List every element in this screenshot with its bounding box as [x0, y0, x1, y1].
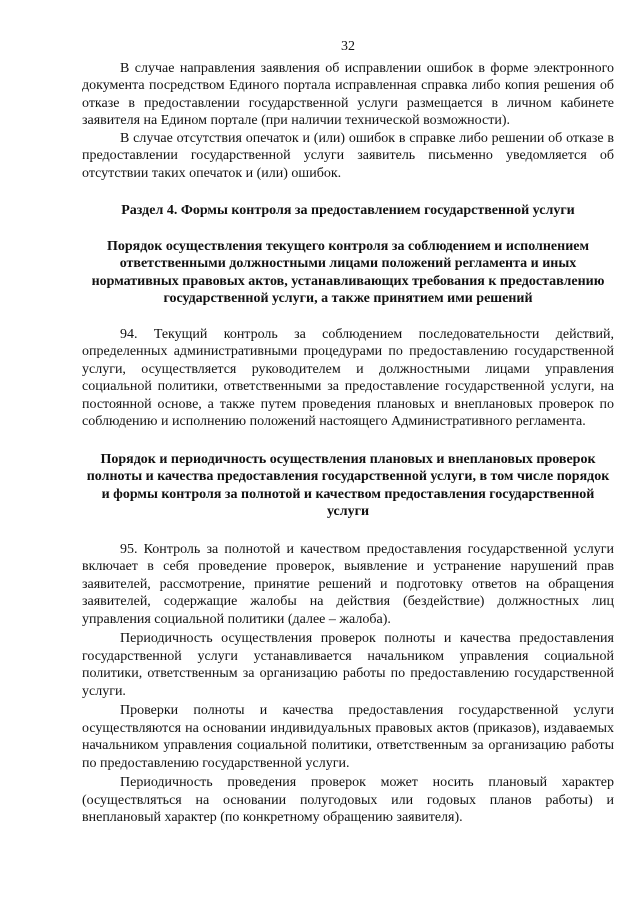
- spacer: [82, 308, 614, 326]
- paragraph-periodicity: Периодичность осуществления проверок полноты и качества предоставления государственной услуги устанавливается начальником управления социальной политики, ответственным за организацию работы по предоставлению государственной услуги.: [82, 631, 614, 699]
- subheading-current-control: Порядок осуществления текущего контроля за соблюдением и исполнением ответственными должностными лицами положений регламента и иных нормативных правовых актов, устанавливающих требования к предоставлению государственной услуги, а также принятием ими решений: [91, 238, 605, 306]
- page-number: 32: [341, 39, 355, 54]
- spacer: [82, 182, 614, 202]
- spacer: [82, 431, 614, 451]
- paragraph-inspection-frequency: Периодичность проведения проверок может носить плановый характер (осуществляться на основании полугодовых или годовых планов работы) и внеплановый характер (по конкретному обращению заявителя).: [82, 775, 614, 825]
- subheading-inspections: Порядок и периодичность осуществления плановых и внеплановых проверок полноты и качества предоставления государственной услуги, в том числе порядок и формы контроля за полнотой и качеством предоставления государственной услуги: [86, 451, 610, 519]
- section-title: Раздел 4. Формы контроля за предоставлением государственной услуги: [121, 203, 575, 218]
- spacer: [82, 220, 614, 238]
- paragraph-correction-electronic: В случае направления заявления об исправлении ошибок в форме электронного документа посредством Единого портала исправленная справка либо копия решения об отказе в предоставлении государственной услуги размещается в личном кабинете заявителя на Едином портале (при наличии технической возможности).: [82, 60, 614, 128]
- paragraph-94: 94. Текущий контроль за соблюдением последовательности действий, определенных административными процедурами по предоставлению государственной услуги, осуществляется руководителем и должностными лицами управления социальной политики, ответственными за предоставление государственной услуги, на постоянной основе, а также путем проведения плановых и внеплановых проверок по соблюдению и исполнению положений настоящего Административного регламента.: [82, 326, 614, 429]
- paragraph-95: 95. Контроль за полнотой и качеством предоставления государственной услуги включает в себя проведение проверок, выявление и устранение нарушений прав заявителей, рассмотрение, принятие решений и подготовку ответов на обращения заявителей, содержащие жалобы на действия (бездействие) должностных лиц управления социальной политики (далее – жалоба).: [82, 541, 614, 627]
- paragraph-no-errors: В случае отсутствия опечаток и (или) ошибок в справке либо решении об отказе в предоставлении государственной услуги заявитель письменно уведомляется об отсутствии таких опечаток и (или) ошибок.: [82, 130, 614, 181]
- paragraph-inspections-basis: Проверки полноты и качества предоставления государственной услуги осуществляются на основании индивидуальных правовых актов (приказов), издаваемых начальником управления социальной политики, ответственным за организацию работы по предоставлению государственной услуги.: [82, 703, 614, 771]
- spacer: [82, 521, 614, 541]
